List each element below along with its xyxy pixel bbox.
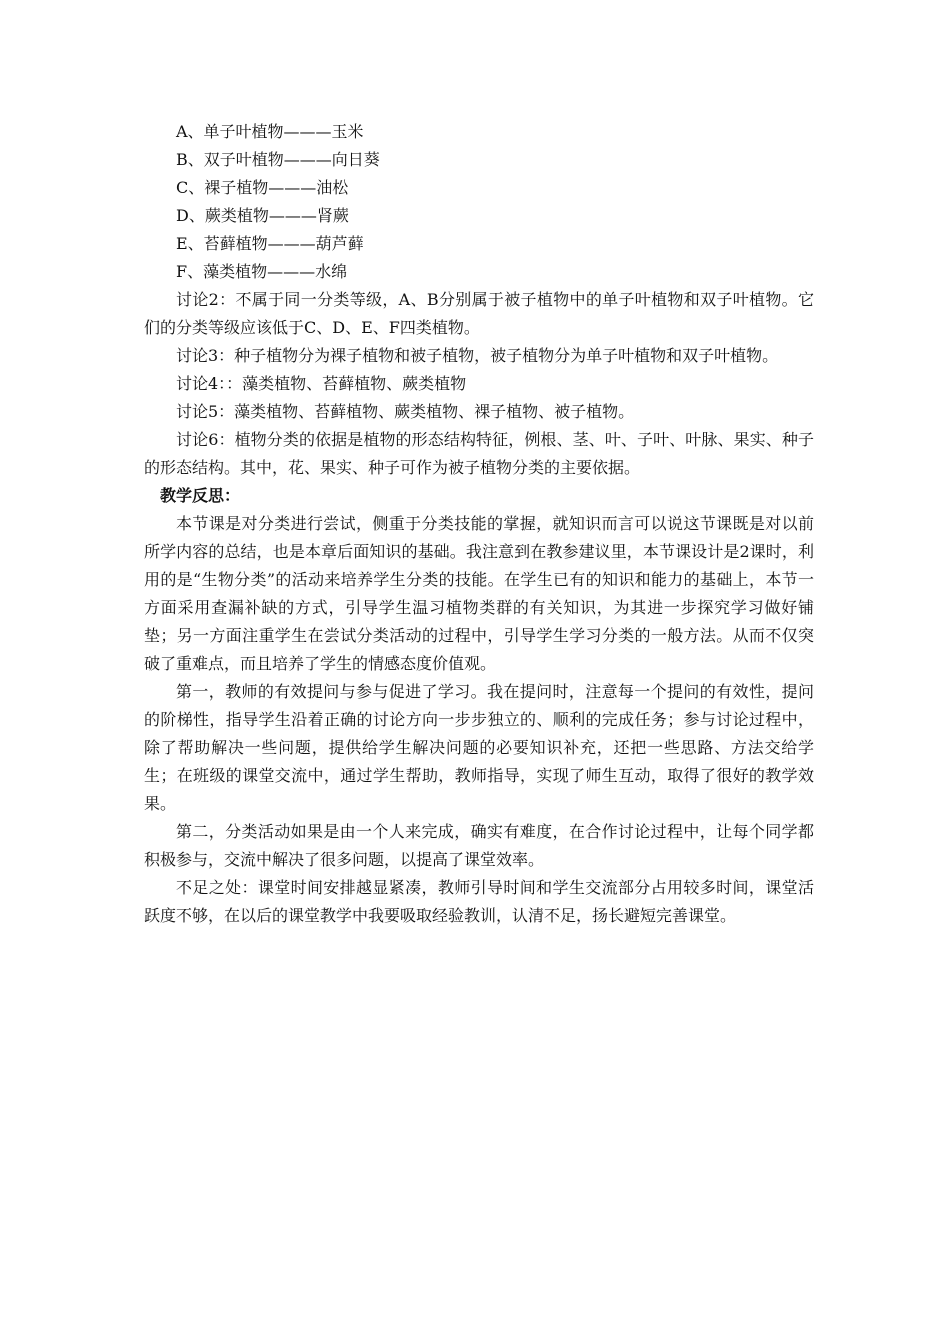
document-body [144,118,814,930]
classification-item-e: E、苔藓植物———葫芦藓 [176,234,364,253]
discussion-6: 讨论6：植物分类的依据是植物的形态结构特征，例根、茎、叶、子叶、叶脉、果实、种子的形态结构。其中，花、果实、种子可作为被子植物分类的主要依据。 [144,430,814,477]
classification-item-a: A、单子叶植物———玉米 [176,122,364,141]
reflection-heading: 教学反思： [160,486,241,505]
classification-item-d: D、蕨类植物———肾蕨 [176,206,349,225]
classification-item-c: C、裸子植物———油松 [176,178,349,197]
classification-item-f: F、藻类植物———水绵 [176,262,348,281]
discussion-3: 讨论3：种子植物分为裸子植物和被子植物，被子植物分为单子叶植物和双子叶植物。 [176,346,779,365]
reflection-paragraph-1: 本节课是对分类进行尝试，侧重于分类技能的掌握，就知识而言可以说这节课既是对以前所学内容的总结，也是本章后面知识的基础。我注意到在教参建议里，本节课设计是2课时，利用的是“生物分类”的活动来培养学生分类的技能。在学生已有的知识和能力的基础上，本节一方面采用查漏补缺的方式，引导学生温习植物类群的有关知识，为其进一步探究学习做好铺垫；另一方面注重学生在尝试分类活动的过程中，引导学生学习分类的一般方法。从而不仅突破了重难点，而且培养了学生的情感态度价值观。 [144,514,814,673]
reflection-paragraph-2: 第一，教师的有效提问与参与促进了学习。我在提问时，注意每一个提问的有效性，提问的阶梯性，指导学生沿着正确的讨论方向一步步独立的、顺利的完成任务；参与讨论过程中，除了帮助解决一些问题，提供给学生解决问题的必要知识补充，还把一些思路、方法交给学生；在班级的课堂交流中，通过学生帮助，教师指导，实现了师生互动，取得了很好的教学效果。 [144,682,814,813]
reflection-paragraph-4: 不足之处：课堂时间安排越显紧凑，教师引导时间和学生交流部分占用较多时间，课堂活跃度不够，在以后的课堂教学中我要吸取经验教训，认清不足，扬长避短完善课堂。 [144,878,814,925]
discussion-2: 讨论2：不属于同一分类等级，A、B分别属于被子植物中的单子叶植物和双子叶植物。它们的分类等级应该低于C、D、E、F四类植物。 [144,290,814,337]
discussion-5: 讨论5：藻类植物、苔藓植物、蕨类植物、裸子植物、被子植物。 [176,402,635,421]
classification-item-b: B、双子叶植物———向日葵 [176,150,380,169]
reflection-paragraph-3: 第二，分类活动如果是由一个人来完成，确实有难度，在合作讨论过程中，让每个同学都积极参与，交流中解决了很多问题，以提高了课堂效率。 [144,822,814,869]
discussion-4: 讨论4：：藻类植物、苔藓植物、蕨类植物 [176,374,467,393]
